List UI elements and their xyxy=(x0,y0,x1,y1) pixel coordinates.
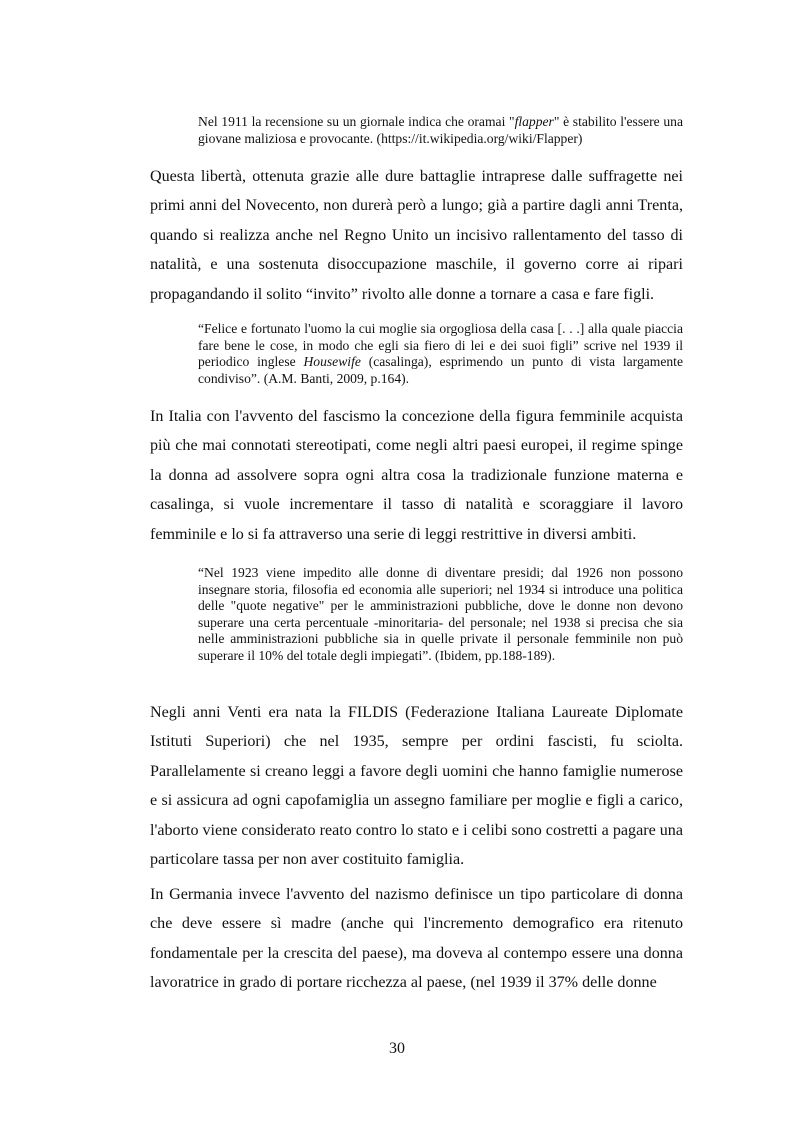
quote-italic-term: flapper xyxy=(514,114,554,129)
page-number: 30 xyxy=(389,1040,405,1057)
quote-text-part: “Felice e fortunato l'uomo la cui moglie sia orgogliosa della casa [. . .] alla quale piaccia fare bene le cose, in modo che egli sia fiero di lei e dei suoi figli” scrive nel 1939 il periodico inglese xyxy=(198,321,683,369)
body-paragraph: In Germania invece l'avvento del nazismo definisce un tipo particolare di donna che deve essere sì madre (anche qui l'incremento demografico era ritenuto fondamentale per la crescita del paese), ma doveva al contempo essere una donna lavoratrice in grado di portare ricchezza al paese, (nel 1939 il 37% delle donne xyxy=(150,886,683,992)
footnote-quote-flapper xyxy=(198,113,683,147)
body-paragraph: Questa libertà, ottenuta grazie alle dure battaglie intraprese dalle suffragette nei primi anni del Novecento, non durerà però a lungo; già a partire dagli anni Trenta, quando si realizza anche nel Regno Unito un incisivo rallentamento del tasso di natalità, e una sostenuta disoccupazione maschile, il governo corre ai ripari propagandando il solito “invito” rivolto alle donne a tornare a casa e fare figli. xyxy=(150,168,683,303)
block-quote-housewife xyxy=(198,321,683,387)
quote-text-part: " è stabilito l'essere una giovane maliziosa e provocante. (https://it.wikipedia.org/wiki/Flapper) xyxy=(198,114,684,146)
body-paragraph: In Italia con l'avvento del fascismo la concezione della figura femminile acquista più che mai connotati stereotipati, come negli altri paesi europei, il regime spinge la donna ad assolvere sopra ogni altra cosa la tradizionale funzione materna e casalinga, si vuole incrementare il tasso di natalità e scoraggiare il lavoro femminile e lo si fa attraverso una serie di leggi restrittive in diversi ambiti. xyxy=(150,408,683,543)
block-quote-laws: “Nel 1923 viene impedito alle donne di diventare presidi; dal 1926 non possono insegnare storia, filosofia ed economia alle superiori; nel 1934 si introduce una politica delle "quote negative" per le amministrazioni pubbliche, dove le donne non devono superare una certa percentuale -minoritaria- del personale; nel 1938 si precisa che sia nelle amministrazioni pubbliche sia in quelle private il personale femminile non può superare il 10% del totale degli impiegati”. (Ibidem, pp.188-189). xyxy=(198,565,683,663)
body-paragraph: Negli anni Venti era nata la FILDIS (Federazione Italiana Laureate Diplomate Istituti Superiori) che nel 1935, sempre per ordini fascisti, fu sciolta. Parallelamente si creano leggi a favore degli uomini che hanno famiglie numerose e si assicura ad ogni capofamiglia un assegno familiare per moglie e figli a carico, l'aborto viene considerato reato contro lo stato e i celibi sono costretti a pagare una particolare tassa per non aver costituito famiglia. xyxy=(150,704,683,869)
quote-text-part: (casalinga), esprimendo un punto di vista largamente condiviso”. (A.M. Banti, 2009, p.164). xyxy=(198,354,683,386)
quote-italic-term: Housewife xyxy=(303,354,361,369)
quote-text-part: Nel 1911 la recensione su un giornale indica che oramai " xyxy=(198,114,515,129)
